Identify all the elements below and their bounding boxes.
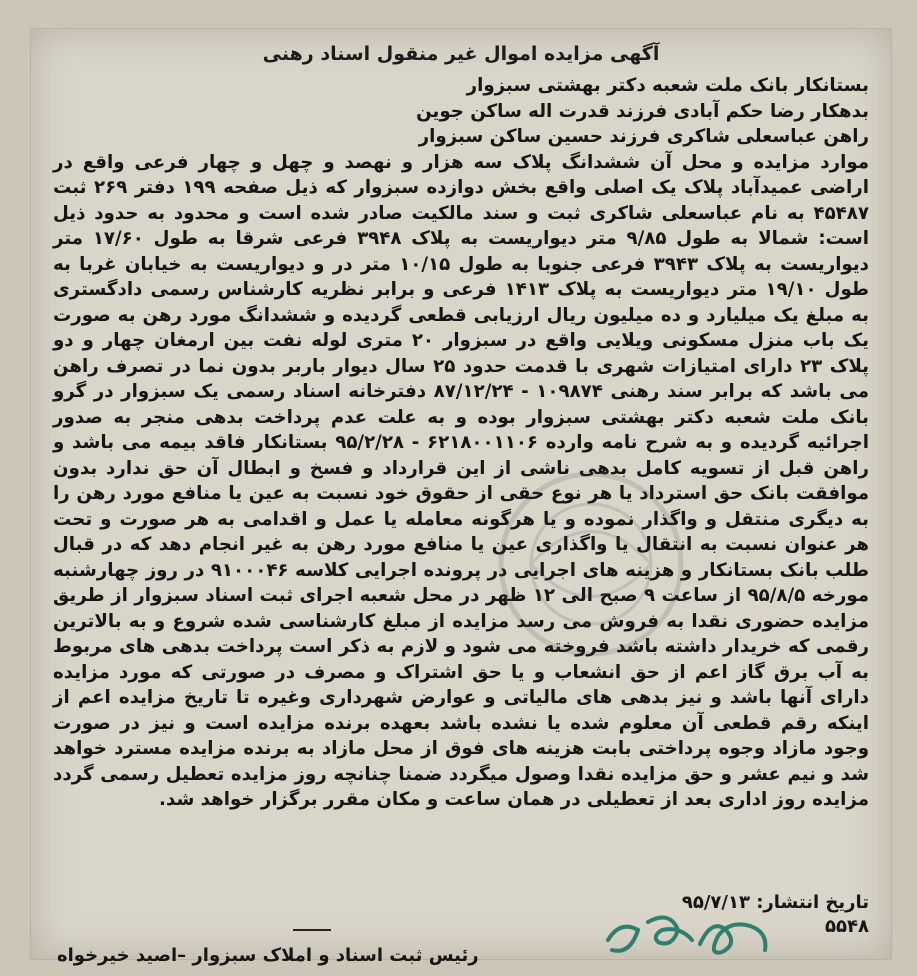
watermark-seal-icon: [461, 459, 721, 669]
newspaper-clipping: [30, 28, 892, 966]
debtor-line: بدهکار رضا حکم آبادی فرزند قدرت اله ساکن جوین: [416, 100, 869, 122]
divider: [293, 929, 331, 931]
signature-line: رئیس ثبت اسناد و املاک سبزوار –اصید خیرخواه: [57, 945, 479, 966]
notice-body: [53, 73, 869, 813]
handwritten-number: [600, 900, 775, 965]
notice-paragraph: موارد مزایده و محل آن ششدانگ پلاک سه هزار و نهصد و چهل و چهار فرعی واقع در اراضی عمیدآباد پلاک یک اصلی واقع بخش دوازده سبزوار که ذیل صفحه ۱۹۹ دفتر ۲۶۹ ثبت ۴۵۴۸۷ به نام عباسعلی شاکری ثبت و سند مالکیت صادر شده است و محدود به حدود ذیل است: شمالا به طول ۹/۸۵ متر دیواریست به پلاک ۳۹۴۸ فرعی شرقا به طول ۱۷/۶۰ متر دیواریست به پلاک ۳۹۴۳ فرعی جنوبا به طول ۱۰/۱۵ متر در و دیواریست به خیابان غربا به طول ۱۹/۱۰ متر دیواریست به پلاک ۱۴۱۳ فرعی و برابر نظریه کارشناس رسمی دادگستری به مبلغ یک میلیارد و ده میلیون ریال ارزیابی قطعی گردیده و ششدانگ مورد رهن به صورت یک باب منزل مسکونی ویلایی واقع در سبزوار ۲۰ متری لوله نفت بین ارمغان چهار و دو پلاک ۲۳ دارای امتیازات شهری با قدمت حدود ۲۵ سال دیوار باربر بدون نما در تصرف راهن می باشد که برابر سند رهنی ۱۰۹۸۷۴ - ۸۷/۱۲/۲۴ دفترخانه اسناد رسمی یک سبزوار در گرو بانک ملت شعبه دکتر بهشتی سبزوار بوده و به علت عدم پرداخت بدهی منجر به صدور اجرائیه گردیده و به شرح نامه وارده ۶۲۱۸۰۰۱۱۰۶ - ۹۵/۲/۲۸ بستانکار فاقد بیمه می باشد و راهن قبل از تسویه کامل بدهی ناشی از این قرارداد و فسخ و ابطال آن حق ندارد بدون موافقت بانک حق استرداد یا هر نوع حقی از حقوق خود نسبت به عین یا منافع مورد رهن را به دیگری منتقل و واگذار نموده و یا هرگونه معامله یا عمل و اقدامی به هر صورت و تحت هر عنوان نسبت به انتقال یا واگذاری عین یا منافع مورد رهن به غیر انجام دهد که در قبال طلب بانک بستانکار و هزینه های اجرایی در پرونده اجرایی کلاسه ۹۱۰۰۰۴۶ در روز چهارشنبه مورخه ۹۵/۸/۵ از ساعت ۹ صبح الی ۱۲ ظهر در محل شعبه اجرای ثبت اسناد سبزوار از طریق مزایده حضوری نقدا به فروش می رسد مزایده از مبلغ کارشناسی شده شروع و به بالاترین رقمی که خریدار داشته باشد فروخته می شود و لازم به ذکر است پرداخت بدهی های مربوط به آب برق گاز اعم از حق انشعاب و یا حق اشتراک و مصرف در صورتی که مورد مزایده دارای آنها باشد و نیز بدهی های مالیاتی و عوارض شهرداری وغیره تا تاریخ مزایده اعم از اینکه رقم قطعی آن معلوم شده یا نشده باشد بعهده برنده مزایده است و نیز در صورت وجود مازاد وجوه پرداختی بابت هزینه های فوق از محل مازاد به برنده مزایده مسترد خواهد شد و نیم عشر و حق مزایده نقدا وصول میگردد ضمنا چنانچه روز مزایده تعطیل رسمی گردد مزایده روز اداری بعد از تعطیلی در همان ساعت و مکان مقرر برگزار خواهد شد.: [53, 151, 870, 810]
notice-number: ۵۵۴۸: [825, 916, 869, 937]
mortgagor-line: راهن عباسعلی شاکری فرزند حسین ساکن سبزوار: [418, 126, 869, 147]
publish-date: تاریخ انتشار: ۹۵/۷/۱۳: [681, 892, 869, 913]
creditor-line: بستانکار بانک ملت شعبه دکتر بهشتی سبزوار: [466, 75, 869, 96]
notice-title: آگهی مزایده اموال غیر منقول اسناد رهنی: [262, 43, 660, 65]
